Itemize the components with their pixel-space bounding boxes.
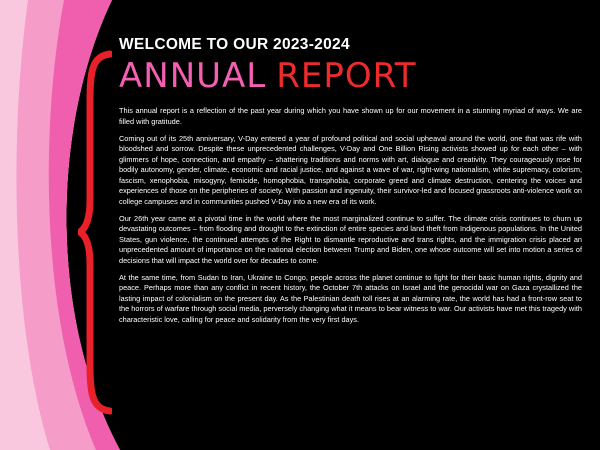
welcome-heading: WELCOME TO OUR 2023-2024 [119, 36, 350, 53]
report-body [119, 106, 582, 325]
report-intro [119, 36, 582, 332]
paragraph-2: Coming out of its 25th anniversary, V-Day entered a year of profound political and social upheaval around the world, one that was rife with bloodshed and sorrow. Despite these unprecedented challenges, V-Day and One Billion Rising activists showed up for each other – with glimmers of hope, connection, and empathy – shattering traditions and norms with art, dialogue and creativity. They courageously rose for bodily autonomy, gender, climate, economic and racial justice, and against a wave of war, right-wing nationalism, white supremacy, colorism, fascism, xenophobia, misogyny, femicide, homophobia, transphobia, corporate greed and climate destruction, centering the voices and experiences of those on the peripheries of society. With passion and ingenuity, their survivor-led and focused grassroots anti-violence work on college campuses and in communities pushed V-Day into a new era of its work. [119, 133, 582, 206]
paragraph-1: This annual report is a reflection of the past year during which you have shown up for our movement in a stunning myriad of ways. We are filled with gratitude. [119, 106, 582, 126]
title-annual: ANNUAL [119, 56, 267, 96]
curly-brace-icon [78, 50, 112, 415]
brace-shape [80, 54, 110, 411]
paragraph-4: At the same time, from Sudan to Iran, Ukraine to Congo, people across the planet continue to fight for their basic human rights, dignity and peace. Perhaps more than any conflict in recent history, the October 7th attacks on Israel and the genocidal war on Gaza crystallized the lasting impact of colonialism on the present day. As the Palestinian death toll rises at an alarming rate, the world has had a front-row seat to the horrors of warfare through social media, perversely changing what it means to bear witness to war. Our activists have met this tragedy with characteristic love, calling for peace and solidarity from the very first days. [119, 272, 582, 324]
paragraph-3: Our 26th year came at a pivotal time in the world where the most marginalized continue to suffer. The climate crisis continues to churn up devastating outcomes – from flooding and drought to the extinction of entire species and land theft from Indigenous populations. In the United States, gun violence, the continued attempts of the Right to dismantle reproductive and trans rights, and the immigration crisis placed an unprecedented amount of importance on the national election between Trump and Biden, one whose outcome will set into motion a series of decisions that will impact the world over for decades to come. [119, 213, 582, 265]
title-report: REPORT [276, 56, 417, 96]
report-title [119, 56, 582, 96]
